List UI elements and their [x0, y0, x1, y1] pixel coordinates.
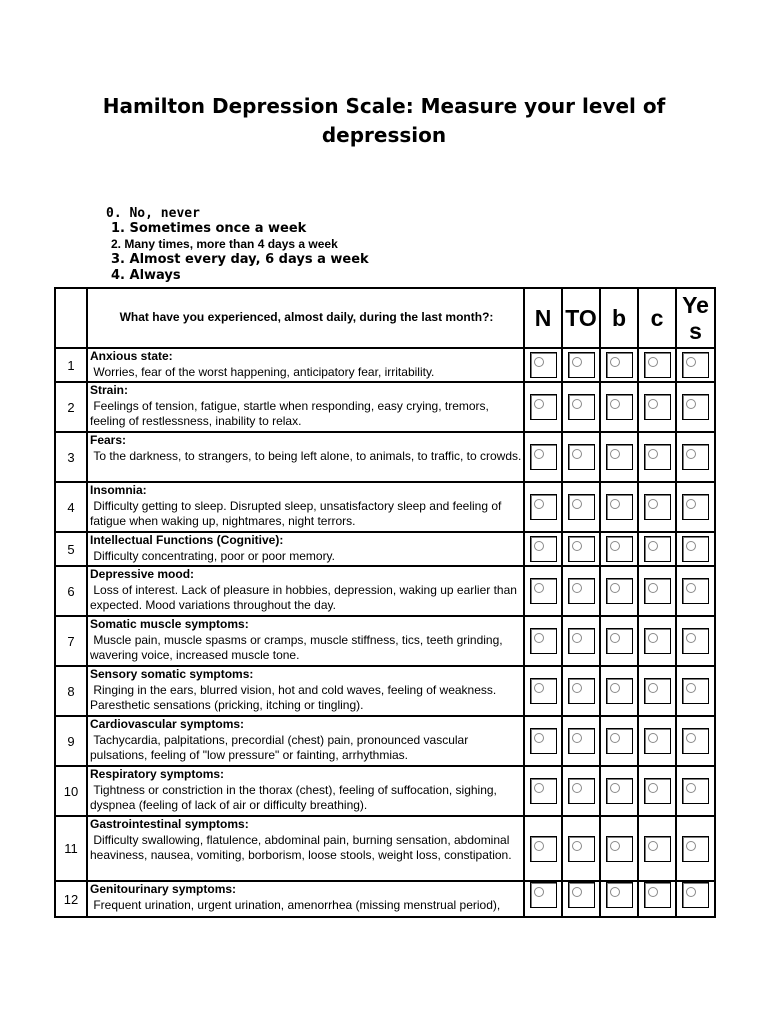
- answer-cell: [639, 767, 677, 817]
- answer-radio-box[interactable]: [606, 628, 633, 654]
- radio-circle-icon: [648, 683, 658, 693]
- answer-cell: [525, 349, 563, 383]
- symptom-description: Tachycardia, palpitations, precordial (chest) pain, pronounced vascular pulsations, feeling of "low pressure" or fainting, arrhythmias.: [90, 732, 472, 762]
- answer-cell: [677, 717, 714, 767]
- row-number: 12: [56, 882, 88, 916]
- option-header-n: N: [525, 289, 563, 349]
- answer-radio-box[interactable]: [530, 778, 557, 804]
- answer-cell: [563, 383, 601, 433]
- answer-cell: [601, 533, 639, 567]
- answer-cell: [639, 349, 677, 383]
- row-number: 1: [56, 349, 88, 383]
- radio-circle-icon: [648, 841, 658, 851]
- table-row: [56, 533, 714, 567]
- answer-cell: [677, 617, 714, 667]
- answer-radio-box[interactable]: [606, 882, 633, 908]
- answer-radio-box[interactable]: [530, 578, 557, 604]
- radio-circle-icon: [686, 783, 696, 793]
- answer-radio-box[interactable]: [682, 678, 709, 704]
- radio-circle-icon: [610, 449, 620, 459]
- radio-circle-icon: [534, 783, 544, 793]
- answer-cell: [525, 383, 563, 433]
- answer-radio-box[interactable]: [644, 628, 671, 654]
- symptom-description: Loss of interest. Lack of pleasure in hobbies, depression, waking up earlier than expected. Mood variations throughout the day.: [90, 582, 521, 612]
- answer-cell: [525, 667, 563, 717]
- radio-circle-icon: [686, 399, 696, 409]
- answer-cell: [639, 533, 677, 567]
- answer-radio-box[interactable]: [568, 394, 595, 420]
- answer-cell: [563, 667, 601, 717]
- answer-radio-box[interactable]: [530, 536, 557, 562]
- answer-radio-box[interactable]: [682, 836, 709, 862]
- question-cell: [88, 483, 525, 533]
- answer-cell: [601, 383, 639, 433]
- answer-radio-box[interactable]: [606, 778, 633, 804]
- radio-circle-icon: [572, 841, 582, 851]
- symptom-name: Intellectual Functions (Cognitive):: [90, 533, 284, 547]
- table-row: [56, 567, 714, 617]
- answer-cell: [525, 533, 563, 567]
- question-cell: [88, 567, 525, 617]
- questionnaire-table: [54, 287, 716, 918]
- answer-cell: [563, 817, 601, 882]
- answer-radio-box[interactable]: [606, 536, 633, 562]
- answer-radio-box[interactable]: [568, 578, 595, 604]
- answer-radio-box[interactable]: [530, 882, 557, 908]
- row-number: 11: [56, 817, 88, 882]
- answer-cell: [677, 383, 714, 433]
- symptom-description: Worries, fear of the worst happening, anticipatory fear, irritability.: [90, 364, 435, 379]
- radio-circle-icon: [686, 499, 696, 509]
- scale-legend: [104, 206, 369, 284]
- question-cell: [88, 882, 525, 916]
- answer-radio-box[interactable]: [682, 628, 709, 654]
- answer-radio-box[interactable]: [682, 352, 709, 378]
- answer-cell: [601, 767, 639, 817]
- answer-cell: [677, 483, 714, 533]
- answer-radio-box[interactable]: [644, 352, 671, 378]
- radio-circle-icon: [648, 783, 658, 793]
- scale-item: 4. Always: [111, 268, 181, 283]
- scale-item: 2. Many times, more than 4 days a week: [111, 237, 338, 251]
- symptom-description: Difficulty concentrating, poor or poor memory.: [90, 548, 336, 563]
- answer-radio-box[interactable]: [682, 778, 709, 804]
- answer-radio-box[interactable]: [682, 882, 709, 908]
- answer-cell: [525, 767, 563, 817]
- radio-circle-icon: [534, 399, 544, 409]
- answer-cell: [525, 717, 563, 767]
- answer-radio-box[interactable]: [530, 444, 557, 470]
- answer-radio-box[interactable]: [606, 352, 633, 378]
- answer-radio-box[interactable]: [606, 394, 633, 420]
- question-cell: [88, 433, 525, 483]
- answer-radio-box[interactable]: [644, 728, 671, 754]
- symptom-name: Genitourinary symptoms:: [90, 882, 237, 896]
- answer-cell: [525, 433, 563, 483]
- answer-cell: [563, 567, 601, 617]
- radio-circle-icon: [610, 541, 620, 551]
- radio-circle-icon: [686, 887, 696, 897]
- answer-radio-box[interactable]: [644, 394, 671, 420]
- option-header-b: b: [601, 289, 639, 349]
- answer-cell: [677, 767, 714, 817]
- header-number-cell: [56, 289, 88, 349]
- answer-cell: [677, 533, 714, 567]
- radio-circle-icon: [610, 783, 620, 793]
- radio-circle-icon: [534, 541, 544, 551]
- symptom-name: Fears:: [90, 433, 127, 447]
- answer-cell: [563, 617, 601, 667]
- answer-cell: [639, 667, 677, 717]
- table-row: [56, 617, 714, 667]
- answer-radio-box[interactable]: [606, 678, 633, 704]
- scale-item: 0. No, never: [106, 206, 200, 221]
- answer-cell: [563, 767, 601, 817]
- row-number: 4: [56, 483, 88, 533]
- radio-circle-icon: [648, 541, 658, 551]
- answer-radio-box[interactable]: [606, 578, 633, 604]
- radio-circle-icon: [534, 733, 544, 743]
- answer-radio-box[interactable]: [644, 536, 671, 562]
- symptom-description: To the darkness, to strangers, to being left alone, to animals, to traffic, to crowds.: [90, 448, 522, 463]
- option-header-to: TO: [563, 289, 601, 349]
- answer-cell: [601, 667, 639, 717]
- question-cell: [88, 717, 525, 767]
- question-cell: [88, 533, 525, 567]
- radio-circle-icon: [686, 449, 696, 459]
- radio-circle-icon: [648, 399, 658, 409]
- answer-cell: [639, 433, 677, 483]
- radio-circle-icon: [610, 499, 620, 509]
- answer-cell: [639, 717, 677, 767]
- symptom-description: Difficulty swallowing, flatulence, abdominal pain, burning sensation, abdominal heaviness, nausea, vomiting, borborism, loose stools, weight loss, constipation.: [90, 832, 513, 862]
- answer-radio-box[interactable]: [568, 536, 595, 562]
- answer-radio-box[interactable]: [606, 836, 633, 862]
- table-row: [56, 349, 714, 383]
- answer-radio-box[interactable]: [530, 836, 557, 862]
- radio-circle-icon: [572, 449, 582, 459]
- radio-circle-icon: [572, 357, 582, 367]
- radio-circle-icon: [610, 357, 620, 367]
- answer-radio-box[interactable]: [606, 728, 633, 754]
- answer-cell: [525, 817, 563, 882]
- radio-circle-icon: [648, 499, 658, 509]
- radio-circle-icon: [648, 583, 658, 593]
- radio-circle-icon: [534, 449, 544, 459]
- answer-cell: [563, 349, 601, 383]
- answer-cell: [639, 817, 677, 882]
- radio-circle-icon: [648, 449, 658, 459]
- radio-circle-icon: [572, 541, 582, 551]
- answer-cell: [525, 483, 563, 533]
- radio-circle-icon: [534, 583, 544, 593]
- radio-circle-icon: [610, 733, 620, 743]
- table-row: [56, 483, 714, 533]
- question-cell: [88, 617, 525, 667]
- answer-radio-box[interactable]: [682, 536, 709, 562]
- row-number: 5: [56, 533, 88, 567]
- answer-cell: [525, 617, 563, 667]
- radio-circle-icon: [648, 733, 658, 743]
- answer-radio-box[interactable]: [682, 494, 709, 520]
- symptom-name: Anxious state:: [90, 349, 173, 363]
- answer-radio-box[interactable]: [682, 444, 709, 470]
- radio-circle-icon: [534, 357, 544, 367]
- symptom-description: Frequent urination, urgent urination, amenorrhea (missing menstrual period),: [90, 897, 501, 912]
- radio-circle-icon: [648, 633, 658, 643]
- radio-circle-icon: [648, 357, 658, 367]
- answer-radio-box[interactable]: [568, 352, 595, 378]
- radio-circle-icon: [686, 683, 696, 693]
- answer-radio-box[interactable]: [568, 628, 595, 654]
- answer-cell: [677, 433, 714, 483]
- symptom-description: Muscle pain, muscle spasms or cramps, muscle stiffness, tics, teeth grinding, wavering voice, increased muscle tone.: [90, 632, 506, 662]
- radio-circle-icon: [534, 499, 544, 509]
- row-number: 3: [56, 433, 88, 483]
- question-header: What have you experienced, almost daily, during the last month?:: [88, 289, 525, 349]
- radio-circle-icon: [686, 841, 696, 851]
- option-header-yes: Ye s: [677, 289, 714, 349]
- answer-cell: [677, 349, 714, 383]
- question-cell: [88, 349, 525, 383]
- radio-circle-icon: [534, 633, 544, 643]
- answer-radio-box[interactable]: [530, 728, 557, 754]
- symptom-description: Tightness or constriction in the thorax (chest), feeling of suffocation, sighing, dyspnea (feeling of lack of air or difficulty breathing).: [90, 782, 501, 812]
- radio-circle-icon: [534, 841, 544, 851]
- answer-radio-box[interactable]: [644, 494, 671, 520]
- row-number: 7: [56, 617, 88, 667]
- answer-radio-box[interactable]: [530, 494, 557, 520]
- answer-cell: [677, 667, 714, 717]
- symptom-description: Feelings of tension, fatigue, startle when responding, easy crying, tremors, feeling of restlessness, inability to relax.: [90, 398, 493, 428]
- answer-cell: [601, 567, 639, 617]
- table-row: [56, 767, 714, 817]
- symptom-name: Respiratory symptoms:: [90, 767, 225, 781]
- answer-cell: [677, 882, 714, 916]
- answer-radio-box[interactable]: [644, 836, 671, 862]
- symptom-name: Depressive mood:: [90, 567, 195, 581]
- answer-radio-box[interactable]: [530, 628, 557, 654]
- answer-radio-box[interactable]: [568, 444, 595, 470]
- radio-circle-icon: [572, 583, 582, 593]
- table-row: [56, 383, 714, 433]
- answer-radio-box[interactable]: [568, 778, 595, 804]
- answer-cell: [677, 567, 714, 617]
- radio-circle-icon: [534, 683, 544, 693]
- table-row: [56, 433, 714, 483]
- table-header-row: [56, 289, 714, 349]
- symptom-description: Ringing in the ears, blurred vision, hot and cold waves, feeling of weakness. Paresthetic sensations (pricking, itching or tingling).: [90, 682, 500, 712]
- radio-circle-icon: [610, 399, 620, 409]
- answer-cell: [601, 817, 639, 882]
- row-number: 10: [56, 767, 88, 817]
- radio-circle-icon: [572, 499, 582, 509]
- question-cell: [88, 383, 525, 433]
- row-number: 9: [56, 717, 88, 767]
- option-header-c: c: [639, 289, 677, 349]
- answer-radio-box[interactable]: [682, 728, 709, 754]
- answer-radio-box[interactable]: [644, 444, 671, 470]
- radio-circle-icon: [686, 541, 696, 551]
- answer-cell: [563, 483, 601, 533]
- answer-radio-box[interactable]: [644, 882, 671, 908]
- answer-cell: [563, 533, 601, 567]
- scale-item: 3. Almost every day, 6 days a week: [111, 252, 369, 267]
- answer-radio-box[interactable]: [530, 678, 557, 704]
- radio-circle-icon: [572, 399, 582, 409]
- answer-cell: [563, 882, 601, 916]
- answer-cell: [639, 617, 677, 667]
- symptom-name: Cardiovascular symptoms:: [90, 717, 245, 731]
- radio-circle-icon: [572, 887, 582, 897]
- radio-circle-icon: [610, 841, 620, 851]
- table-row: [56, 817, 714, 882]
- page-title: Hamilton Depression Scale: Measure your level of depression: [102, 94, 666, 147]
- question-cell: [88, 817, 525, 882]
- radio-circle-icon: [648, 887, 658, 897]
- answer-radio-box[interactable]: [606, 444, 633, 470]
- answer-cell: [601, 882, 639, 916]
- symptom-description: Difficulty getting to sleep. Disrupted sleep, unsatisfactory sleep and feeling of fatigue when waking up, nightmares, night terrors.: [90, 498, 505, 528]
- symptom-name: Sensory somatic symptoms:: [90, 667, 254, 681]
- answer-radio-box[interactable]: [644, 578, 671, 604]
- answer-cell: [601, 349, 639, 383]
- radio-circle-icon: [686, 633, 696, 643]
- radio-circle-icon: [610, 633, 620, 643]
- radio-circle-icon: [572, 783, 582, 793]
- answer-cell: [525, 567, 563, 617]
- radio-circle-icon: [610, 683, 620, 693]
- table-row: [56, 882, 714, 916]
- row-number: 6: [56, 567, 88, 617]
- answer-cell: [601, 483, 639, 533]
- answer-radio-box[interactable]: [530, 352, 557, 378]
- symptom-name: Insomnia:: [90, 483, 147, 497]
- answer-cell: [563, 717, 601, 767]
- answer-cell: [639, 567, 677, 617]
- radio-circle-icon: [572, 683, 582, 693]
- answer-radio-box[interactable]: [644, 678, 671, 704]
- answer-cell: [639, 383, 677, 433]
- radio-circle-icon: [610, 583, 620, 593]
- radio-circle-icon: [572, 633, 582, 643]
- answer-radio-box[interactable]: [606, 494, 633, 520]
- symptom-name: Gastrointestinal symptoms:: [90, 817, 249, 831]
- question-cell: [88, 767, 525, 817]
- answer-cell: [563, 433, 601, 483]
- scale-item: 1. Sometimes once a week: [111, 221, 307, 236]
- answer-radio-box[interactable]: [644, 778, 671, 804]
- question-cell: [88, 667, 525, 717]
- answer-radio-box[interactable]: [568, 836, 595, 862]
- answer-radio-box[interactable]: [568, 678, 595, 704]
- answer-cell: [639, 882, 677, 916]
- radio-circle-icon: [686, 583, 696, 593]
- answer-radio-box[interactable]: [568, 882, 595, 908]
- row-number: 8: [56, 667, 88, 717]
- radio-circle-icon: [534, 887, 544, 897]
- symptom-name: Strain:: [90, 383, 129, 397]
- answer-cell: [601, 617, 639, 667]
- answer-radio-box[interactable]: [682, 394, 709, 420]
- answer-cell: [525, 882, 563, 916]
- table-row: [56, 717, 714, 767]
- radio-circle-icon: [610, 887, 620, 897]
- answer-cell: [677, 817, 714, 882]
- answer-radio-box[interactable]: [568, 728, 595, 754]
- answer-radio-box[interactable]: [530, 394, 557, 420]
- answer-cell: [601, 433, 639, 483]
- answer-radio-box[interactable]: [568, 494, 595, 520]
- answer-cell: [601, 717, 639, 767]
- row-number: 2: [56, 383, 88, 433]
- radio-circle-icon: [686, 357, 696, 367]
- answer-radio-box[interactable]: [682, 578, 709, 604]
- table-row: [56, 667, 714, 717]
- radio-circle-icon: [572, 733, 582, 743]
- radio-circle-icon: [686, 733, 696, 743]
- symptom-name: Somatic muscle symptoms:: [90, 617, 249, 631]
- answer-cell: [639, 483, 677, 533]
